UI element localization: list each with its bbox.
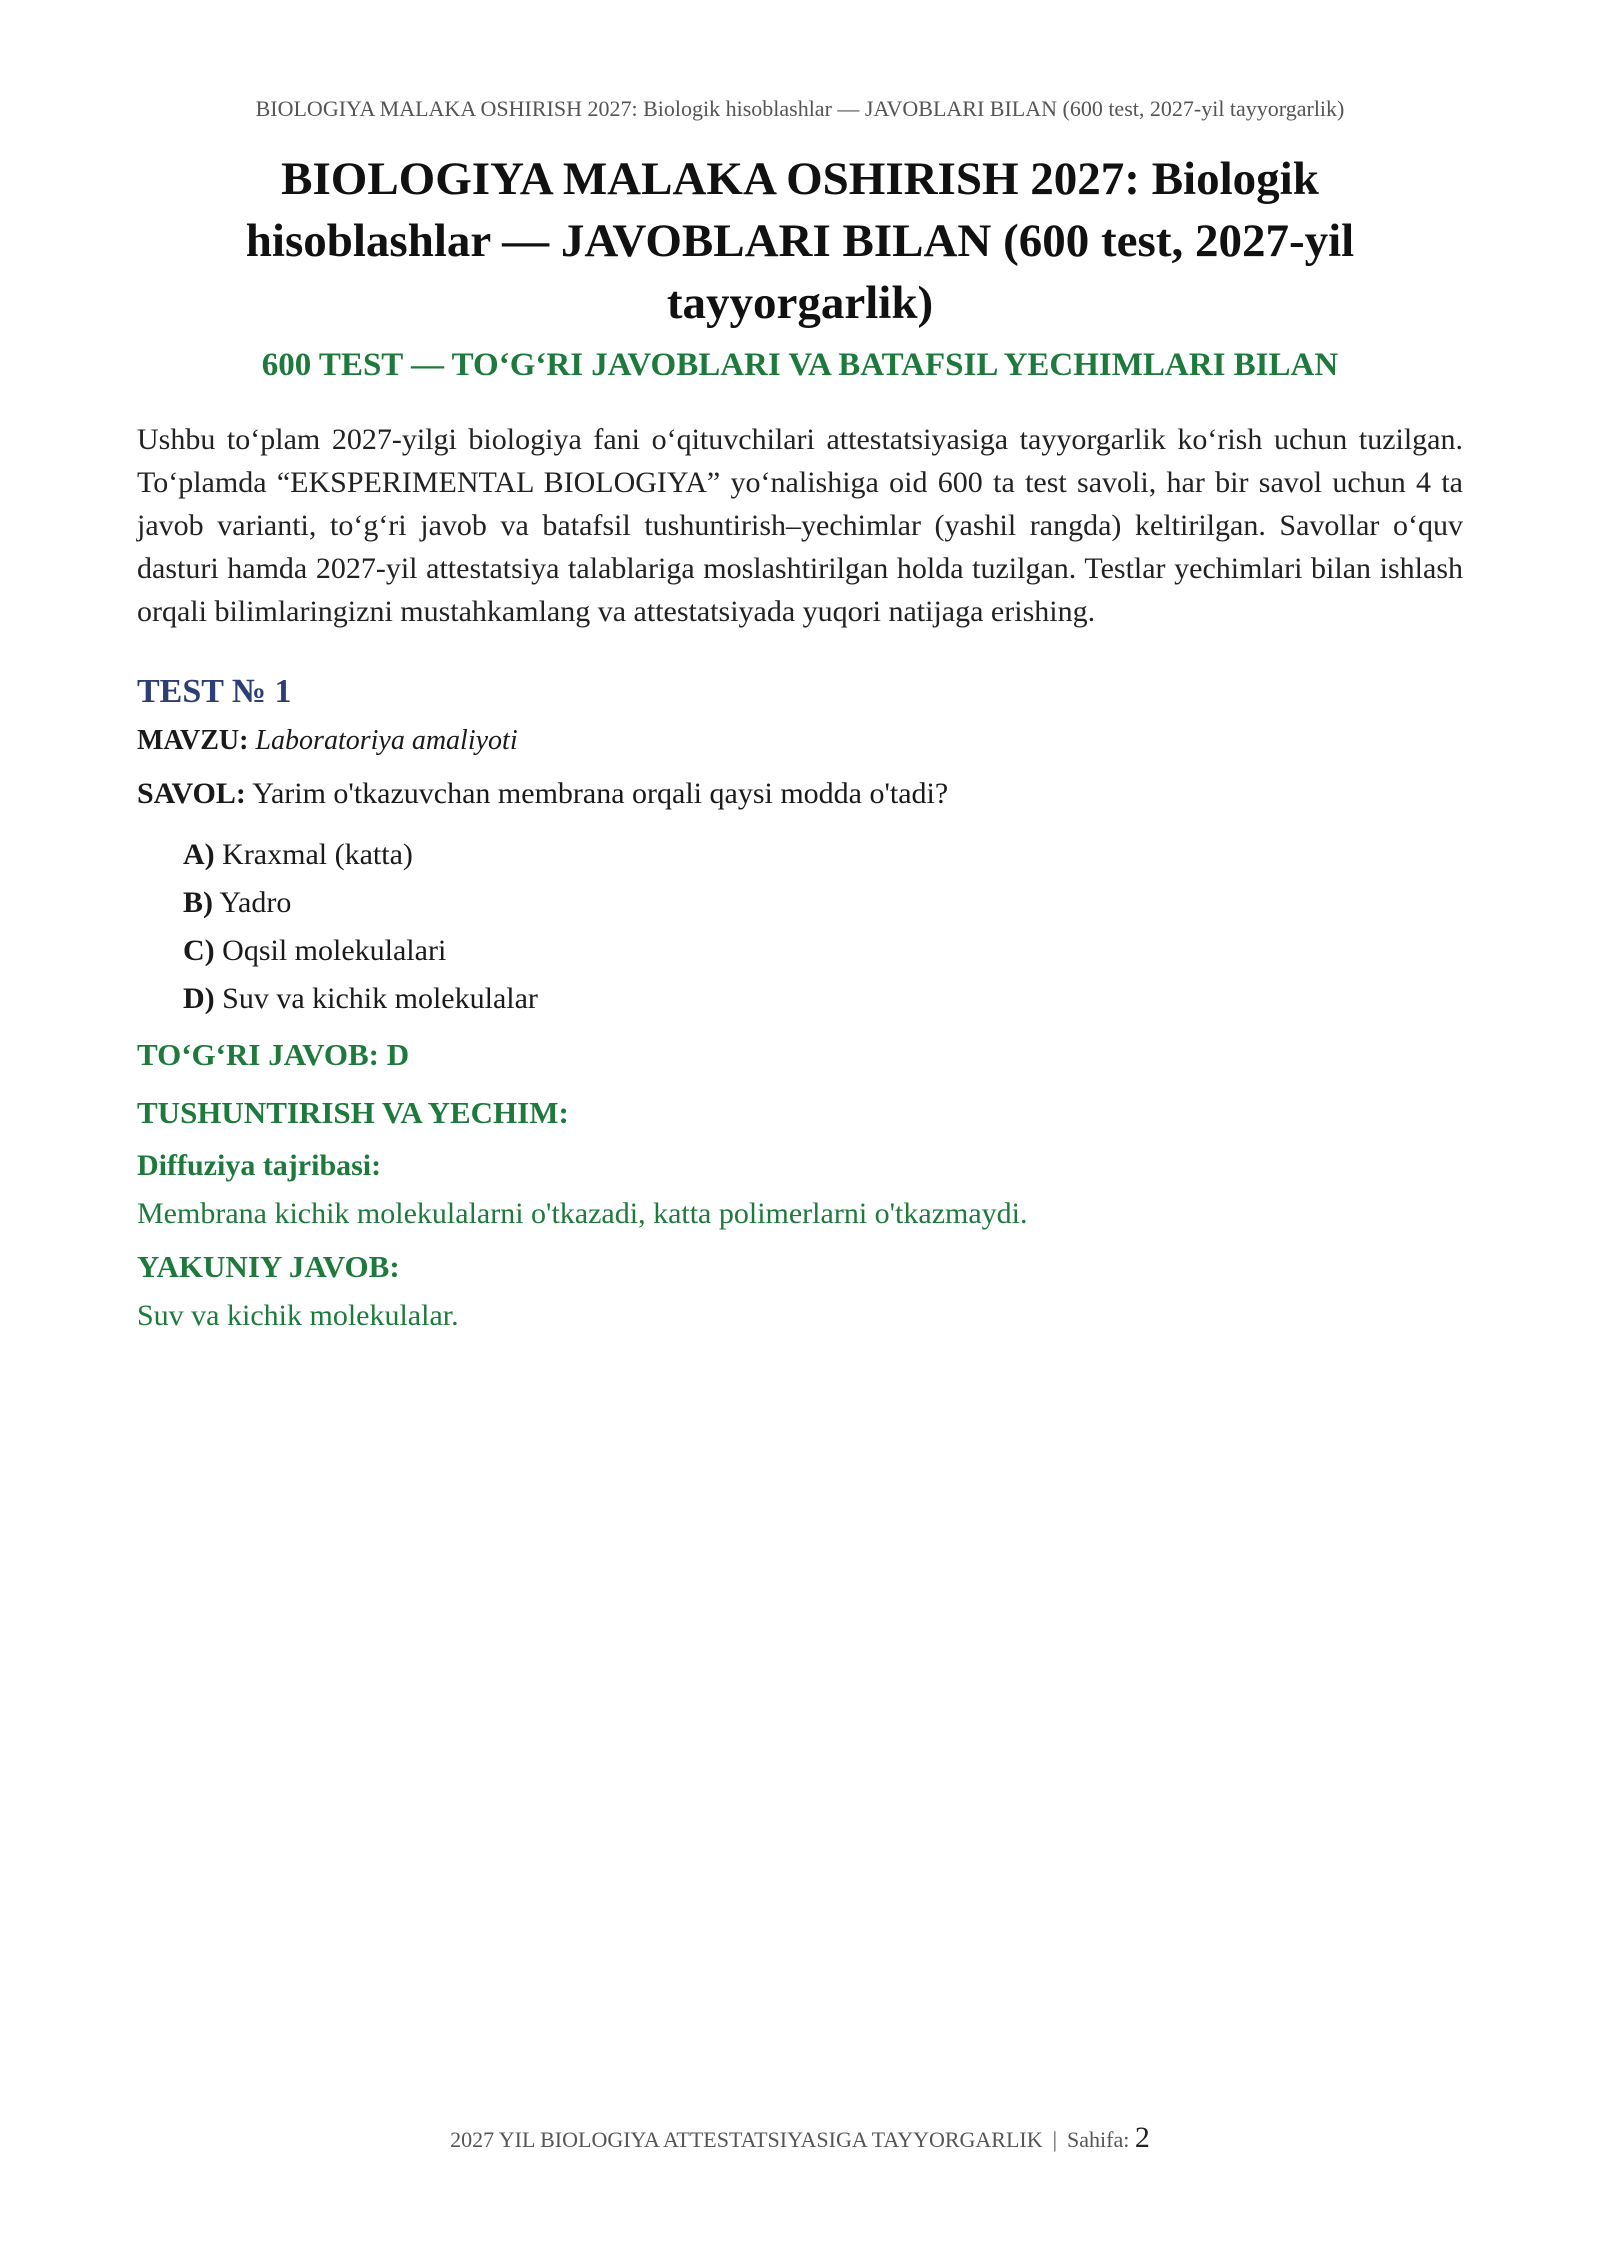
- final-answer-text: Suv va kichik molekulalar.: [137, 1299, 459, 1332]
- explanation-text: Membrana kichik molekulalarni o'tkazadi, katta polimerlarni o'tkazmaydi.: [137, 1197, 1028, 1230]
- question-text: Yarim o'tkazuvchan membrana orqali qaysi modda o'tadi?: [252, 777, 949, 810]
- option-text: Kraxmal (katta): [222, 838, 413, 871]
- topic-value: Laboratoriya amaliyoti: [255, 725, 518, 756]
- option-d: [183, 975, 1463, 1023]
- option-label: C): [183, 934, 215, 967]
- topic-label: MAVZU:: [137, 725, 249, 756]
- test-topic: [137, 721, 1463, 761]
- option-c: [183, 927, 1463, 975]
- document-subtitle: 600 TEST — TO‘G‘RI JAVOBLARI VA BATAFSIL YECHIMLARI BILAN: [261, 347, 1339, 383]
- answer-options: [137, 831, 1463, 1023]
- correct-answer: TO‘G‘RI JAVOB: D: [137, 1037, 410, 1072]
- option-label: B): [183, 886, 213, 919]
- explanation-heading: TUSHUNTIRISH VA YECHIM:: [137, 1095, 569, 1130]
- document-title: BIOLOGIYA MALAKA OSHIRISH 2027: Biologik hisoblashlar — JAVOBLARI BILAN (600 test, 2027-yil tayyorgarlik): [245, 153, 1355, 329]
- page-number: 2: [1134, 2121, 1150, 2154]
- intro-paragraph: Ushbu to‘plam 2027-yilgi biologiya fani o‘qituvchilari attestatsiyasiga tayyorgarlik ko‘rish uchun tuzilgan. To‘plamda “EKSPERIMENTAL BIOLOGIYA” yo‘nalishiga oid 600 ta test savoli, har bir savol uchun 4 ta javob varianti, to‘g‘ri javob va batafsil tushuntirish–yechimlar (yashil rangda) keltirilgan. Savollar o‘quv dasturi hamda 2027-yil attestatsiya talablariga moslashtirilgan holda tuzilgan. Testlar yechimlari bilan ishlash orqali bilimlaringizni mustahkamlang va attestatsiyada yuqori natijaga erishing.: [137, 423, 1463, 628]
- option-b: [183, 879, 1463, 927]
- test-heading: TEST № 1: [137, 673, 292, 710]
- footer-separator: |: [1052, 2127, 1058, 2152]
- footer-text: 2027 YIL BIOLOGIYA ATTESTATSIYASIGA TAYYORGARLIK: [450, 2127, 1043, 2152]
- option-text: Oqsil molekulalari: [222, 934, 447, 967]
- page-content: [137, 148, 1463, 1337]
- option-text: Suv va kichik molekulalar: [222, 982, 538, 1015]
- option-text: Yadro: [219, 886, 292, 919]
- question-label: SAVOL:: [137, 777, 246, 810]
- option-label: A): [183, 838, 215, 871]
- page-footer: [0, 2118, 1600, 2160]
- final-answer-heading: YAKUNIY JAVOB:: [137, 1249, 400, 1284]
- option-label: D): [183, 982, 215, 1015]
- running-header: BIOLOGIYA MALAKA OSHIRISH 2027: Biologik hisoblashlar — JAVOBLARI BILAN (600 test, 2027-yil tayyorgarlik): [255, 96, 1345, 121]
- footer-page-label: Sahifa:: [1067, 2127, 1130, 2152]
- explanation-subheading: Diffuziya tajribasi:: [137, 1149, 382, 1182]
- option-a: [183, 831, 1463, 879]
- test-question: [137, 773, 1463, 815]
